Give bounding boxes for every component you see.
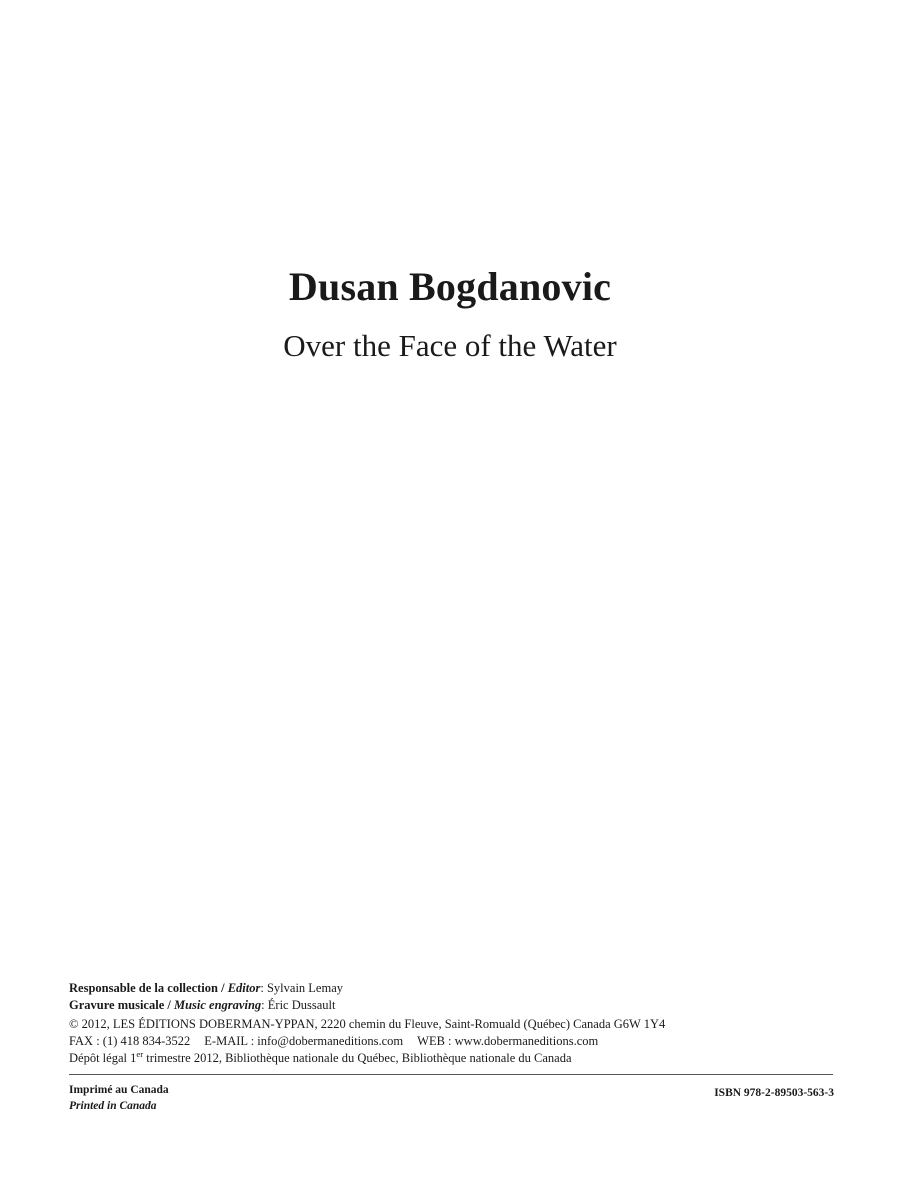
contact-line [69,1033,839,1050]
engraving-label-en: Music engraving [173,998,262,1012]
editor-label-en: Editor [227,981,261,995]
legal-deposit-line: Dépôt légal 1er trimestre 2012, Bibliothèque nationale du Québec, Bibliothèque nationale du Canada [69,1048,572,1065]
title-block [0,262,900,366]
work-title: Over the Face of the Water [283,328,617,363]
composer-name: Dusan Bogdanovic [288,264,612,309]
editor-name: Sylvain Lemay [266,981,343,995]
email-text: E-MAIL : info@dobermaneditions.com [204,1034,404,1048]
footer-divider [69,1074,833,1075]
editor-label-fr: Responsable de la collection [69,981,218,995]
printed-en: Printed in Canada [69,1100,157,1112]
isbn-number: ISBN 978-2-89503-563-3 [714,1087,834,1099]
engraving-label-fr: Gravure musicale [69,998,165,1012]
web-text: WEB : www.dobermaneditions.com [417,1034,599,1048]
publication-credits [69,980,839,1067]
printed-in-canada [69,1082,169,1114]
engraving-name: Éric Dussault [267,998,336,1012]
fax-text: FAX : (1) 418 834-3522 [69,1034,191,1048]
editor-line: Responsable de la collection / Editor: Sylvain Lemay [69,981,343,995]
printed-fr: Imprimé au Canada [69,1084,169,1096]
engraving-line: Gravure musicale / Music engraving: Éric Dussault [69,998,336,1012]
copyright-line: © 2012, LES ÉDITIONS DOBERMAN-YPPAN, 2220 chemin du Fleuve, Saint-Romuald (Québec) Canada G6W 1Y4 [69,1017,666,1031]
